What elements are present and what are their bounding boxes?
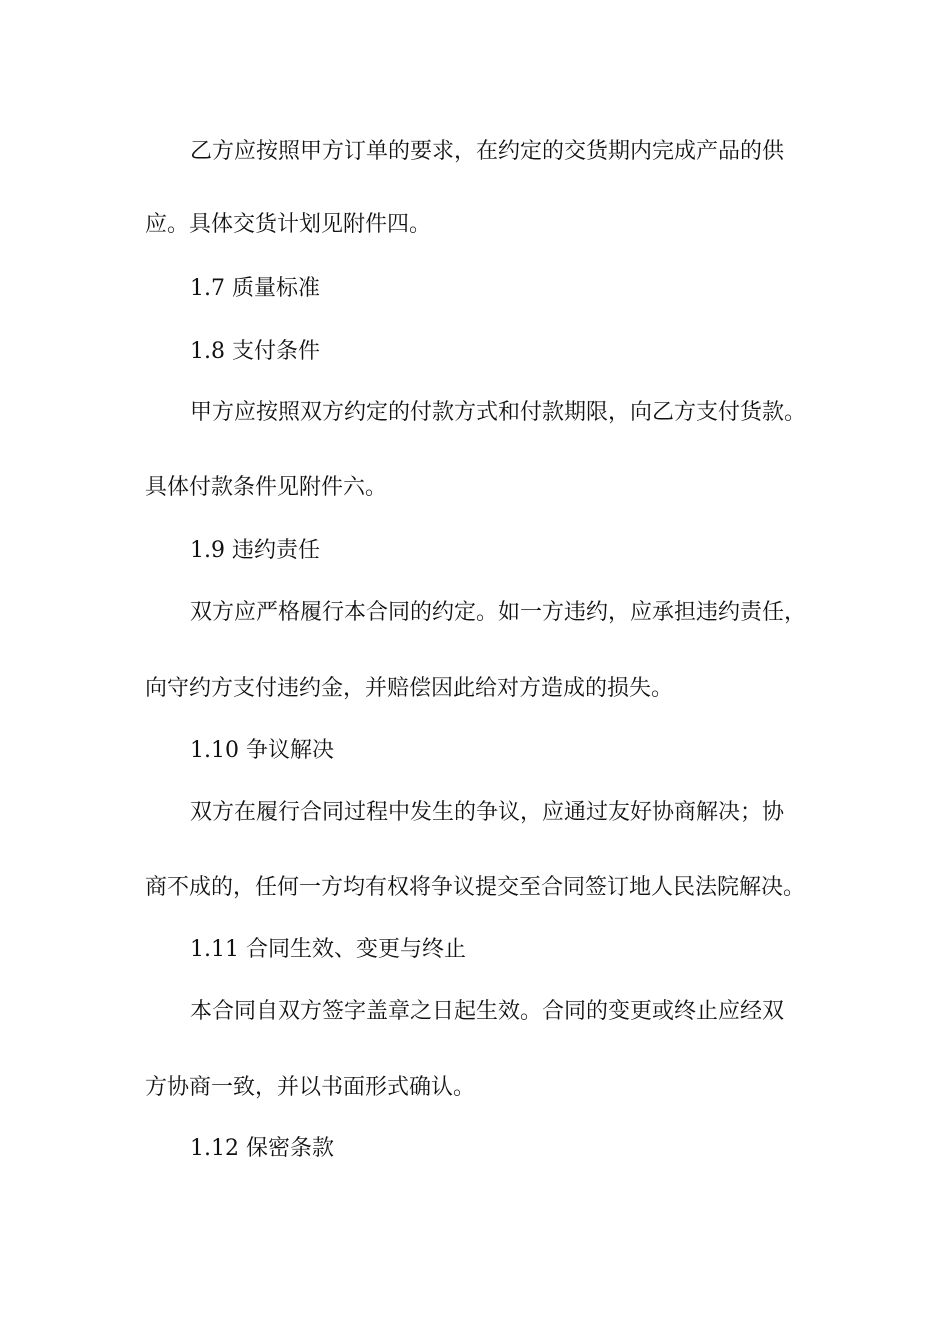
paragraph-payment-line-2: 具体付款条件见附件六。 <box>145 475 388 500</box>
paragraph-payment-line-1: 甲方应按照双方约定的付款方式和付款期限，向乙方支付货款。 <box>190 400 807 425</box>
paragraph-effect-line-1: 本合同自双方签字盖章之日起生效。合同的变更或终止应经双 <box>190 999 785 1024</box>
section-heading-1-7: 1.7 质量标准 <box>190 276 320 301</box>
paragraph-delivery-line-2: 应。具体交货计划见附件四。 <box>145 212 432 237</box>
paragraph-breach-line-2: 向守约方支付违约金，并赔偿因此给对方造成的损失。 <box>145 676 674 701</box>
paragraph-delivery-line-1: 乙方应按照甲方订单的要求，在约定的交货期内完成产品的供 <box>190 139 785 164</box>
paragraph-dispute-line-2: 商不成的，任何一方均有权将争议提交至合同签订地人民法院解决。 <box>145 875 806 900</box>
paragraph-dispute-line-1: 双方在履行合同过程中发生的争议，应通过友好协商解决；协 <box>190 800 785 825</box>
paragraph-breach-line-1: 双方应严格履行本合同的约定。如一方违约，应承担违约责任， <box>190 600 807 625</box>
section-heading-1-8: 1.8 支付条件 <box>190 339 320 364</box>
section-heading-1-9: 1.9 违约责任 <box>190 538 320 563</box>
section-heading-1-10: 1.10 争议解决 <box>190 738 334 763</box>
paragraph-effect-line-2: 方协商一致，并以书面形式确认。 <box>145 1075 476 1100</box>
section-heading-1-11: 1.11 合同生效、变更与终止 <box>190 937 466 962</box>
section-heading-1-12: 1.12 保密条款 <box>190 1136 334 1161</box>
